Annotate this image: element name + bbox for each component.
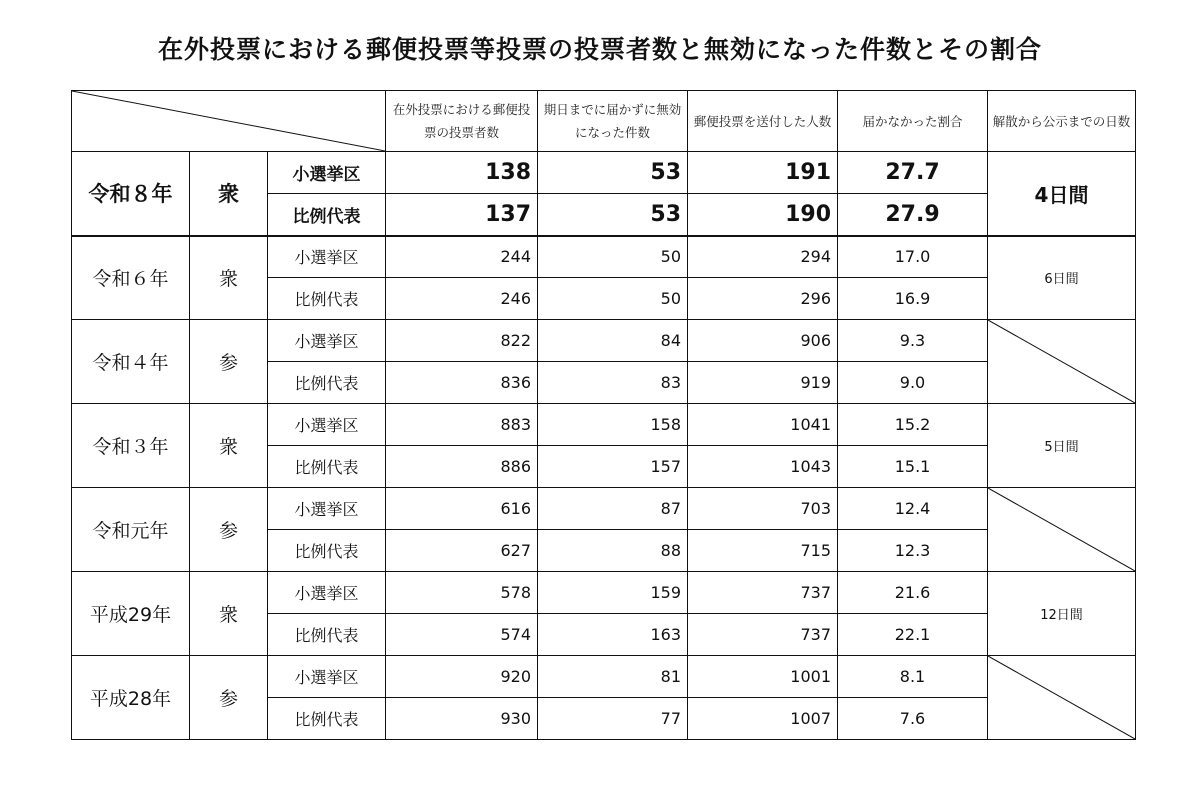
election-type-cell: 小選挙区: [268, 320, 386, 362]
election-type-cell: 比例代表: [268, 614, 386, 656]
invalid-cell: 50: [538, 278, 688, 320]
invalid-cell: 50: [538, 236, 688, 278]
sent-cell: 1043: [688, 446, 838, 488]
invalid-cell: 83: [538, 362, 688, 404]
invalid-cell: 81: [538, 656, 688, 698]
year-cell: 令和８年: [72, 152, 190, 236]
header-rate: 届かなかった割合: [838, 91, 988, 152]
election-type-cell: 小選挙区: [268, 488, 386, 530]
sent-cell: 294: [688, 236, 838, 278]
invalid-cell: 53: [538, 152, 688, 194]
header-sent: 郵便投票を送付した人数: [688, 91, 838, 152]
days-cell-empty: [988, 488, 1136, 572]
diagonal-line: [72, 91, 385, 151]
invalid-cell: 157: [538, 446, 688, 488]
voters-cell: 930: [386, 698, 538, 740]
rate-cell: 15.1: [838, 446, 988, 488]
invalid-cell: 84: [538, 320, 688, 362]
voters-cell: 578: [386, 572, 538, 614]
sent-cell: 737: [688, 572, 838, 614]
voters-cell: 616: [386, 488, 538, 530]
sent-cell: 1041: [688, 404, 838, 446]
election-type-cell: 小選挙区: [268, 404, 386, 446]
voters-cell: 883: [386, 404, 538, 446]
election-type-cell: 比例代表: [268, 698, 386, 740]
voters-cell: 244: [386, 236, 538, 278]
sent-cell: 919: [688, 362, 838, 404]
sent-cell: 715: [688, 530, 838, 572]
invalid-cell: 88: [538, 530, 688, 572]
invalid-cell: 77: [538, 698, 688, 740]
invalid-cell: 163: [538, 614, 688, 656]
table-row: [72, 656, 1136, 698]
days-cell-empty: [988, 656, 1136, 740]
rate-cell: 17.0: [838, 236, 988, 278]
rate-cell: 9.3: [838, 320, 988, 362]
rate-cell: 7.6: [838, 698, 988, 740]
election-type-cell: 比例代表: [268, 278, 386, 320]
invalid-cell: 87: [538, 488, 688, 530]
header-row: [72, 91, 1136, 152]
sent-cell: 703: [688, 488, 838, 530]
election-type-cell: 小選挙区: [268, 152, 386, 194]
sent-cell: 296: [688, 278, 838, 320]
rate-cell: 8.1: [838, 656, 988, 698]
house-cell: 参: [190, 656, 268, 740]
days-cell: 12日間: [988, 572, 1136, 656]
header-days: 解散から公示までの日数: [988, 91, 1136, 152]
year-cell: 令和３年: [72, 404, 190, 488]
header-voters: 在外投票における郵便投票の投票者数: [386, 91, 538, 152]
sent-cell: 1007: [688, 698, 838, 740]
rate-cell: 12.3: [838, 530, 988, 572]
voters-cell: 137: [386, 194, 538, 236]
rate-cell: 27.9: [838, 194, 988, 236]
days-cell: 4日間: [988, 152, 1136, 236]
house-cell: 衆: [190, 152, 268, 236]
invalid-cell: 53: [538, 194, 688, 236]
year-cell: 令和４年: [72, 320, 190, 404]
invalid-cell: 159: [538, 572, 688, 614]
rate-cell: 16.9: [838, 278, 988, 320]
election-type-cell: 比例代表: [268, 446, 386, 488]
page-title: 在外投票における郵便投票等投票の投票者数と無効になった件数とその割合: [157, 35, 1042, 64]
rate-cell: 12.4: [838, 488, 988, 530]
house-cell: 衆: [190, 236, 268, 320]
header-invalid: 期日までに届かずに無効になった件数: [538, 91, 688, 152]
house-cell: 衆: [190, 404, 268, 488]
rate-cell: 15.2: [838, 404, 988, 446]
election-type-cell: 小選挙区: [268, 572, 386, 614]
sent-cell: 737: [688, 614, 838, 656]
diagonal-line: [988, 320, 1135, 403]
sent-cell: 190: [688, 194, 838, 236]
voters-cell: 822: [386, 320, 538, 362]
days-cell-empty: [988, 320, 1136, 404]
election-type-cell: 小選挙区: [268, 236, 386, 278]
voters-cell: 246: [386, 278, 538, 320]
year-cell: 平成28年: [72, 656, 190, 740]
table-row: [72, 404, 1136, 446]
rate-cell: 27.7: [838, 152, 988, 194]
diagonal-line: [988, 488, 1135, 571]
election-type-cell: 比例代表: [268, 194, 386, 236]
sent-cell: 191: [688, 152, 838, 194]
table-row: [72, 152, 1136, 194]
rate-cell: 22.1: [838, 614, 988, 656]
election-type-cell: 比例代表: [268, 530, 386, 572]
year-cell: 令和元年: [72, 488, 190, 572]
voters-cell: 886: [386, 446, 538, 488]
invalid-cell: 158: [538, 404, 688, 446]
results-table: [71, 90, 1136, 740]
house-cell: 参: [190, 488, 268, 572]
voters-cell: 574: [386, 614, 538, 656]
voters-cell: 920: [386, 656, 538, 698]
election-type-cell: 小選挙区: [268, 656, 386, 698]
days-cell: 6日間: [988, 236, 1136, 320]
voters-cell: 138: [386, 152, 538, 194]
days-cell: 5日間: [988, 404, 1136, 488]
diagonal-line: [988, 656, 1135, 739]
sent-cell: 1001: [688, 656, 838, 698]
table-row: [72, 572, 1136, 614]
rate-cell: 9.0: [838, 362, 988, 404]
corner-cell: [72, 91, 386, 152]
house-cell: 衆: [190, 572, 268, 656]
sent-cell: 906: [688, 320, 838, 362]
voters-cell: 627: [386, 530, 538, 572]
table-row: [72, 320, 1136, 362]
year-cell: 平成29年: [72, 572, 190, 656]
election-type-cell: 比例代表: [268, 362, 386, 404]
rate-cell: 21.6: [838, 572, 988, 614]
table-row: [72, 488, 1136, 530]
year-cell: 令和６年: [72, 236, 190, 320]
table-row: [72, 236, 1136, 278]
voters-cell: 836: [386, 362, 538, 404]
house-cell: 参: [190, 320, 268, 404]
